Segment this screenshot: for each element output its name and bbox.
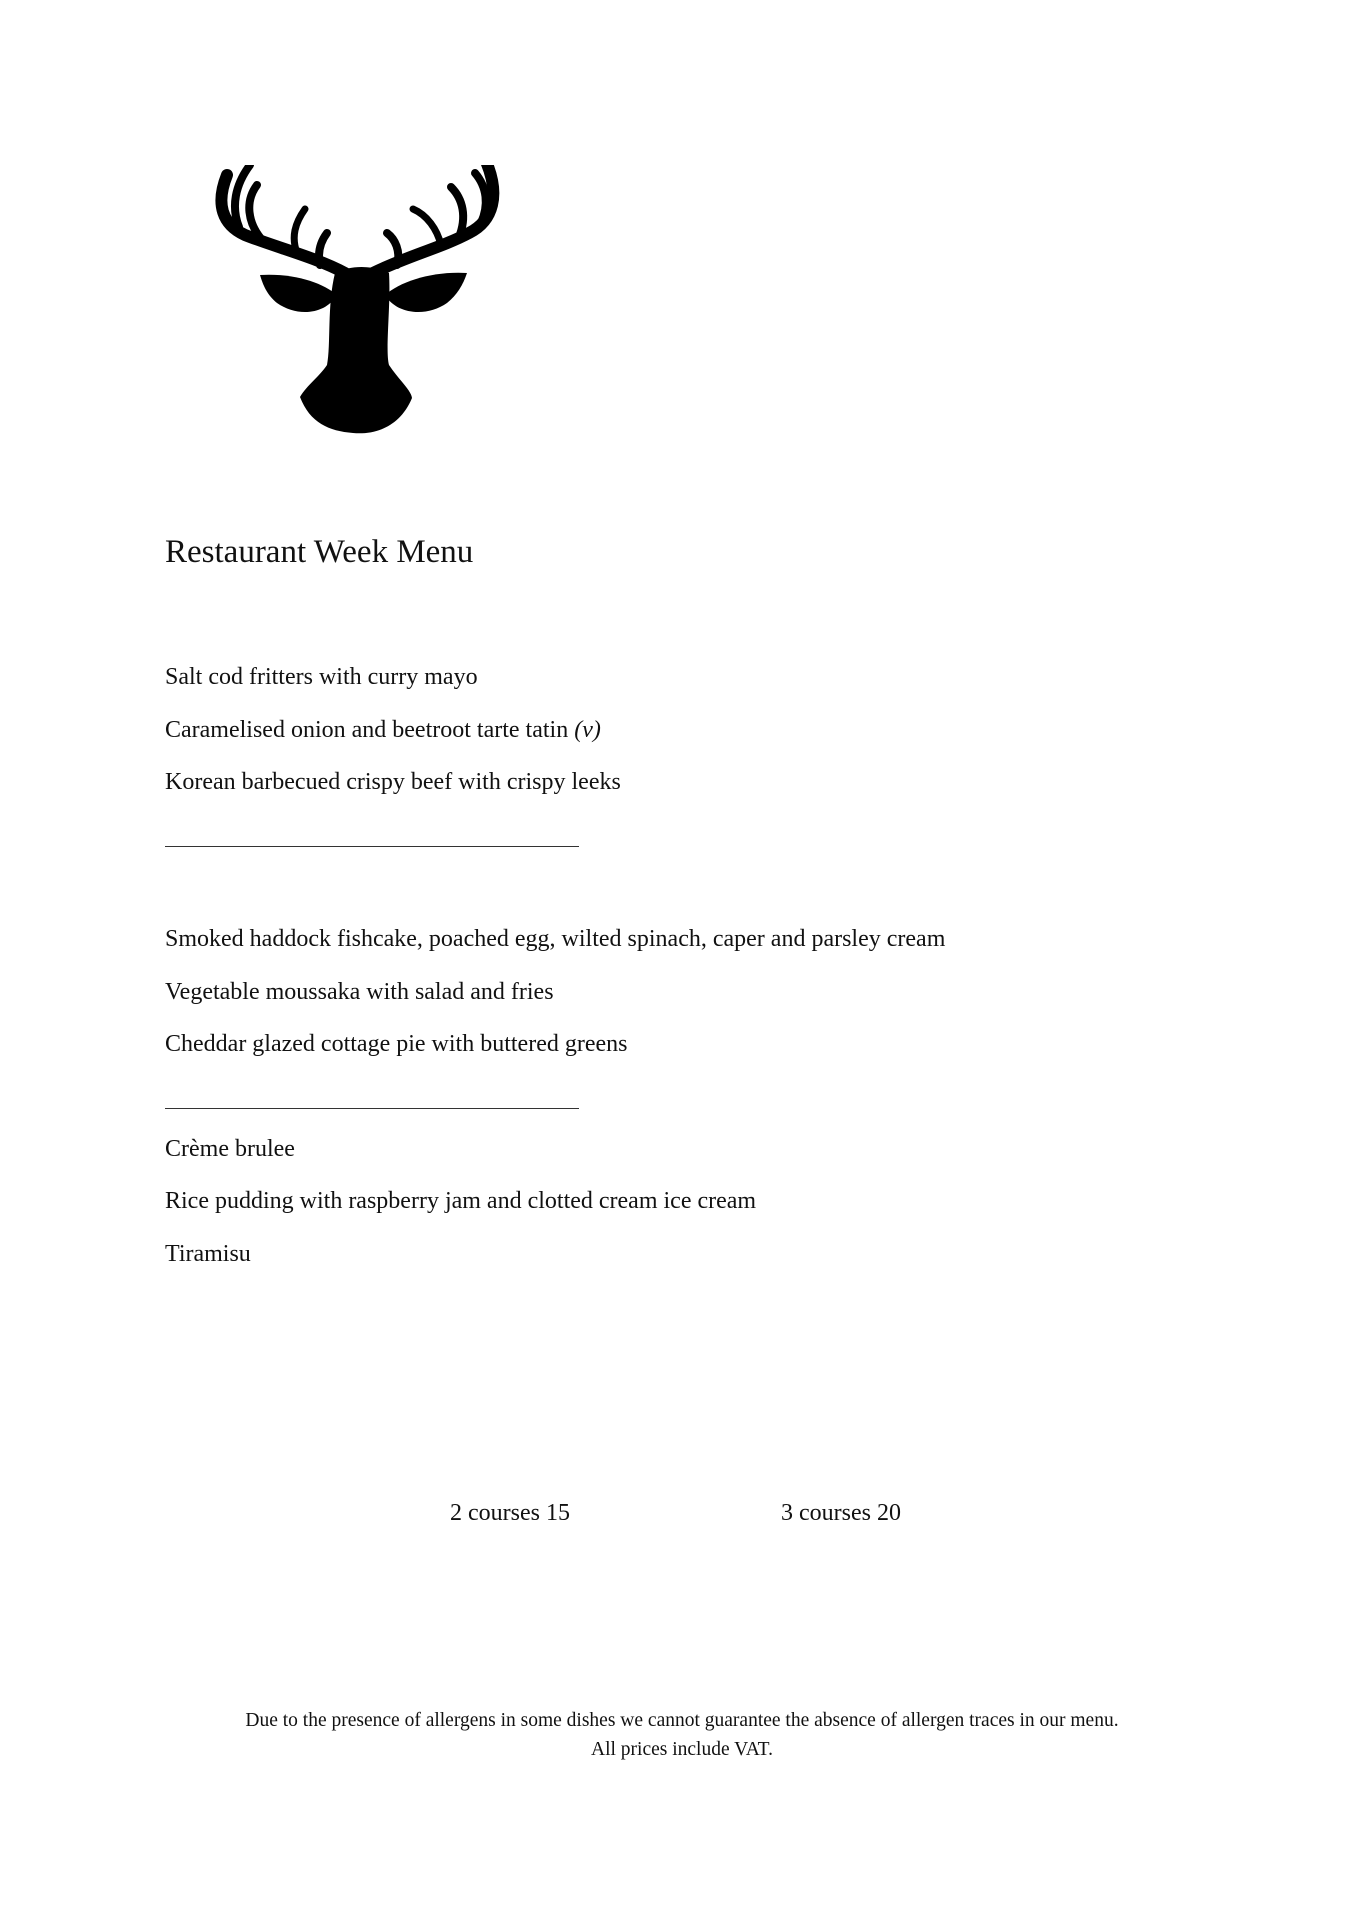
starter-name: Salt cod fritters with curry mayo [165, 664, 478, 690]
section-divider [165, 846, 579, 847]
dessert-item: Rice pudding with raspberry jam and clotted cream ice cream [165, 1188, 757, 1214]
dessert-item: Tiramisu [165, 1241, 251, 1267]
allergen-note: Due to the presence of allergens in some dishes we cannot guarantee the absence of allergen traces in our menu. [245, 1710, 1119, 1731]
main-item: Smoked haddock fishcake, poached egg, wilted spinach, caper and parsley cream [165, 926, 946, 952]
main-item: Vegetable moussaka with salad and fries [165, 979, 554, 1005]
vegetarian-tag: (v) [574, 717, 601, 743]
main-item: Cheddar glazed cottage pie with buttered greens [165, 1031, 628, 1057]
starter-item [165, 767, 621, 797]
price-two-courses: 2 courses 15 [450, 1500, 570, 1526]
starter-item [165, 715, 601, 745]
stag-head-icon [205, 165, 515, 445]
starter-item [165, 662, 478, 692]
starter-name: Korean barbecued crispy beef with crispy leeks [165, 769, 621, 795]
starter-name: Caramelised onion and beetroot tarte tatin [165, 717, 575, 743]
dessert-item: Crème brulee [165, 1136, 295, 1162]
price-three-courses: 3 courses 20 [781, 1500, 901, 1526]
menu-title: Restaurant Week Menu [165, 534, 474, 570]
section-divider [165, 1108, 579, 1109]
vat-note: All prices include VAT. [591, 1739, 773, 1760]
